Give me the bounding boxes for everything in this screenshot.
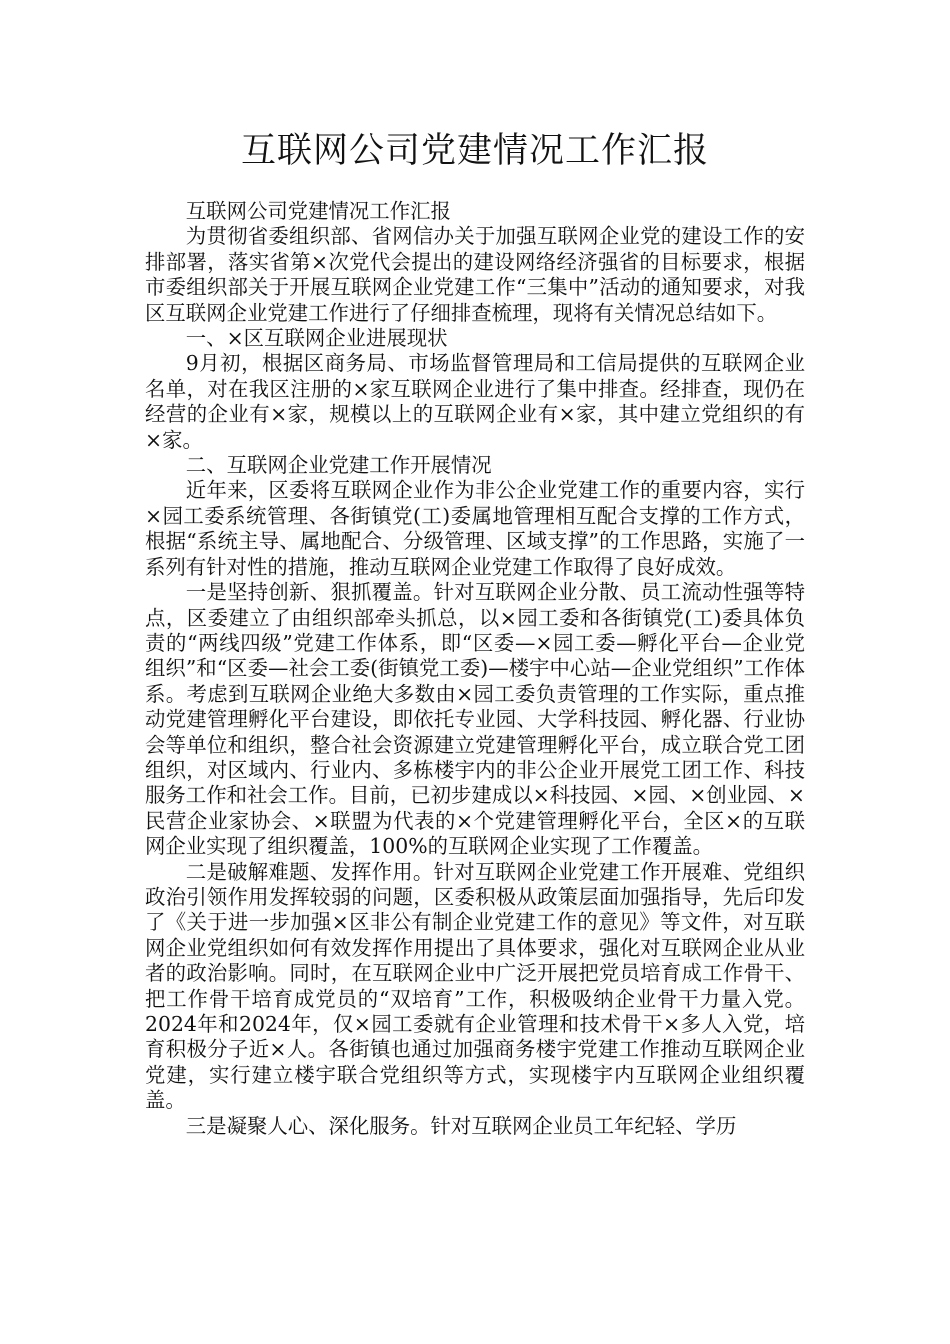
paragraph-subtitle: 互联网公司党建情况工作汇报	[185, 199, 451, 223]
paragraph-intro: 为贯彻省委组织部、省网信办关于加强互联网企业党的建设工作的安排部署，落实省第×次党代会提出的建设网络经济强省的目标要求，根据市委组织部关于开展互联网企业党建工作“三集中”活动的通知要求，对我区互联网企业党建工作进行了仔细排查梳理，现将有关情况总结如下。	[145, 224, 805, 325]
document-title: 互联网公司党建情况工作汇报	[240, 131, 709, 171]
paragraph-overview: 近年来，区委将互联网企业作为非公企业党建工作的重要内容，实行×园工委系统管理、各街镇党(工)委属地管理相互配合支撑的工作方式，根据“系统主导、属地配合、分级管理、区域支撑”的工作思路，实施了一系列有针对性的措施，推动互联网企业党建工作取得了良好成效。	[145, 478, 805, 579]
section-heading-2: 二、互联网企业党建工作开展情况	[185, 453, 492, 478]
paragraph-status: 9月初，根据区商务局、市场监督管理局和工信局提供的互联网企业名单，对在我区注册的×家互联网企业进行了集中排查。经排查，现仍在经营的企业有×家，规模以上的互联网企业有×家，其中建立党组织的有×家。	[145, 351, 805, 452]
section-heading-1: 一、×区互联网企业进展现状	[185, 326, 448, 351]
paragraph-point-1: 一是坚持创新、狠抓覆盖。针对互联网企业分散、员工流动性强等特点，区委建立了由组织部牵头抓总，以×园工委和各街镇党(工)委具体负责的“两线四级”党建工作体系，即“区委—×园工委—孵化平台—企业党组织”和“区委—社会工委(街镇党工委)—楼宇中心站—企业党组织”工作体系。考虑到互联网企业绝大多数由×园工委负责管理的工作实际，重点推动党建管理孵化平台建设，即依托专业园、大学科技园、孵化器、行业协会等单位和组织，整合社会资源建立党建管理孵化平台，成立联合党工团组织，对区域内、行业内、多栋楼宇内的非公企业开展党工团工作、科技服务工作和社会工作。目前，已初步建成以×科技园、×园、×创业园、×民营企业家协会、×联盟为代表的×个党建管理孵化平台，全区×的互联网企业实现了组织覆盖，100%的互联网企业实现了工作覆盖。	[145, 580, 805, 859]
paragraph-point-3: 三是凝聚人心、深化服务。针对互联网企业员工年纪轻、学历	[185, 1113, 737, 1138]
document-body	[145, 199, 805, 1139]
paragraph-point-2: 二是破解难题、发挥作用。针对互联网企业党建工作开展难、党组织政治引领作用发挥较弱的问题，区委积极从政策层面加强指导，先后印发了《关于进一步加强×区非公有制企业党建工作的意见》等文件，对互联网企业党组织如何有效发挥作用提出了具体要求，强化对互联网企业从业者的政治影响。同时，在互联网企业中广泛开展把党员培育成工作骨干、把工作骨干培育成党员的“双培育”工作，积极吸纳企业骨干力量入党。2024年和2024年，仅×园工委就有企业管理和技术骨干×多人入党，培育积极分子近×人。各街镇也通过加强商务楼宇党建工作推动互联网企业党建，实行建立楼宇联合党组织等方式，实现楼宇内互联网企业组织覆盖。	[145, 859, 805, 1113]
